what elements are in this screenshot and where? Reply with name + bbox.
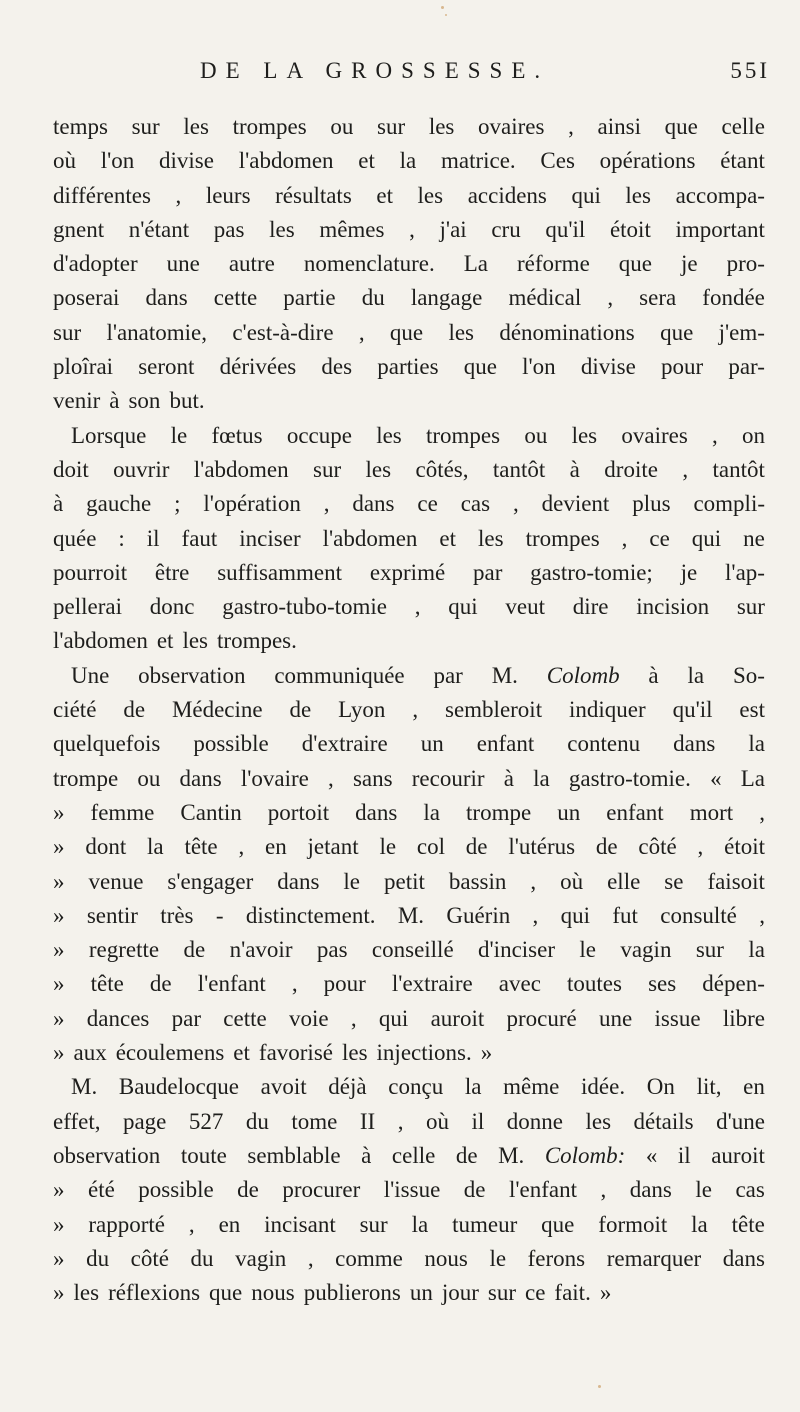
text-line: observation toute semblable à celle de M. Colomb: « il auroit [53,1142,765,1168]
text-line: poserai dans cette partie du langage médical , sera fondée [53,285,765,311]
text-line: où l'on divise l'abdomen et la matrice. Ces opérations étant [53,148,765,174]
page-header [90,58,770,98]
text-line: doit ouvrir l'abdomen sur les côtés, tantôt à droite , tantôt [53,456,765,482]
paper-speck [445,14,447,16]
paper-speck [598,1385,601,1388]
text-line: » dont la tête , en jetant le col de l'utérus de côté , étoit [53,834,765,860]
text-line: » les réflexions que nous publierons un jour sur ce fait. » [53,1280,612,1306]
text-line: ploîrai seront dérivées des parties que l'on divise pour par- [53,354,765,380]
text-line: effet, page 527 du tome II , où il donne les détails d'une [53,1108,765,1134]
text-line: gnent n'étant pas les mêmes , j'ai cru qu'il étoit important [53,216,765,242]
text-line: venir à son but. [53,388,205,414]
text-line: » femme Cantin portoit dans la trompe un enfant mort , [53,799,765,825]
text-line: » regrette de n'avoir pas conseillé d'inciser le vagin sur la [53,937,765,963]
text-line: » rapporté , en incisant sur la tumeur que formoit la tête [53,1211,765,1237]
text-line: quelquefois possible d'extraire un enfant contenu dans la [53,731,765,757]
text-line: pellerai donc gastro-tubo-tomie , qui veut dire incision sur [53,594,765,620]
text-line: » dances par cette voie , qui auroit procuré une issue libre [53,1005,765,1031]
text-line: » été possible de procurer l'issue de l'enfant , dans le cas [53,1177,765,1203]
text-line: différentes , leurs résultats et les accidens qui les accompa- [53,182,765,208]
text-line: l'abdomen et les trompes. [53,628,297,654]
text-line: pourroit être suffisamment exprimé par gastro-tomie; je l'ap- [53,559,765,585]
running-title: DE LA GROSSESSE. [200,58,550,83]
page-number: 55I [730,58,770,83]
text-line: » du côté du vagin , comme nous le ferons remarquer dans [53,1245,765,1271]
text-line: Une observation communiquée par M. Colomb à la So- [71,662,765,688]
text-line: Lorsque le fœtus occupe les trompes ou les ovaires , on [71,422,765,448]
text-line: » sentir très - distinctement. M. Guérin , qui fut consulté , [53,902,765,928]
text-line: ciété de Médecine de Lyon , sembleroit indiquer qu'il est [53,697,765,723]
text-line: » tête de l'enfant , pour l'extraire avec toutes ses dépen- [53,971,765,997]
text-line: trompe ou dans l'ovaire , sans recourir à la gastro-tomie. « La [53,765,765,791]
text-line: à gauche ; l'opération , dans ce cas , devient plus compli- [53,491,765,517]
text-line: » aux écoulemens et favorisé les injections. » [53,1040,493,1066]
text-line: quée : il faut inciser l'abdomen et les trompes , ce qui ne [53,525,765,551]
text-line: » venue s'engager dans le petit bassin , où elle se faisoit [53,868,765,894]
text-line: M. Baudelocque avoit déjà conçu la même idée. On lit, en [71,1074,765,1100]
paper-speck [441,6,444,9]
text-line: sur l'anatomie, c'est-à-dire , que les dénominations que j'em- [53,319,765,345]
text-line: temps sur les trompes ou sur les ovaires , ainsi que celle [53,114,765,139]
text-line: d'adopter une autre nomenclature. La réforme que je pro- [53,251,765,277]
body-text [53,110,765,1310]
